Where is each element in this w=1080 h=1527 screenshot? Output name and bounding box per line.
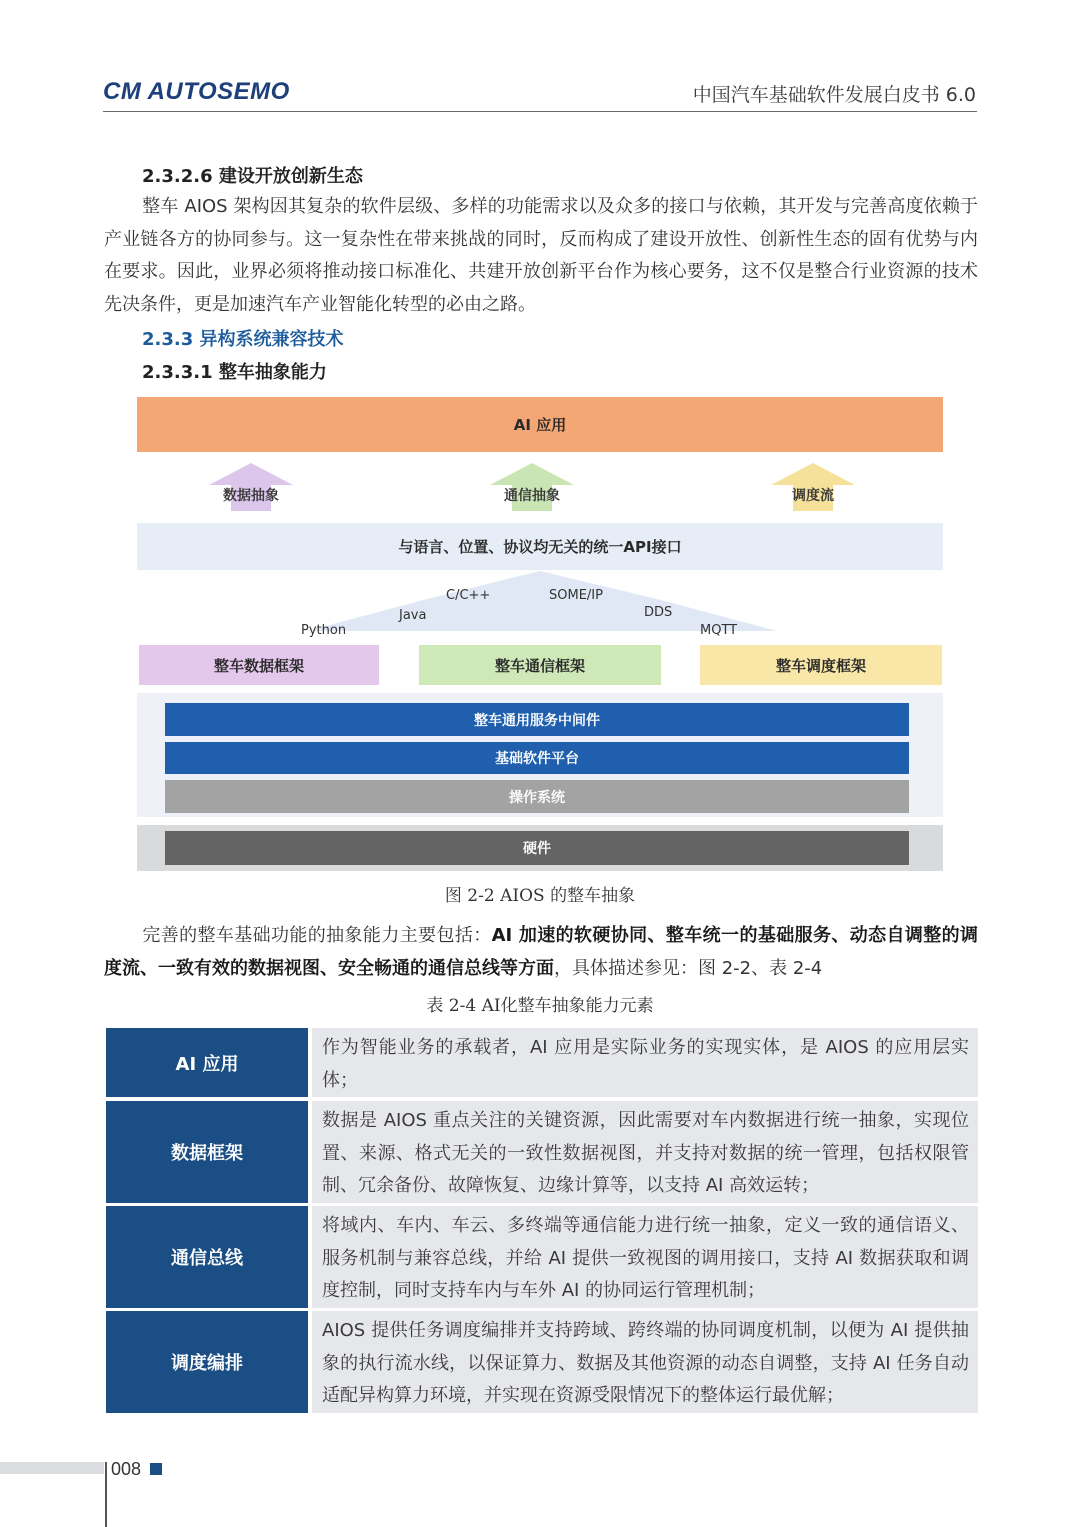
autosemo-logo: CM AUTOSEMO [103,78,290,105]
footer-band [0,1462,104,1474]
figure-lang-python: Python [301,623,347,638]
figure-ai-app-layer: AI 应用 [137,397,943,452]
figure-lang-dds: DDS [644,605,673,620]
table-row-key: 通信总线 [106,1206,308,1308]
section-heading-2-3-3-1: 2.3.3.1 整车抽象能力 [142,362,327,383]
figure-middleware-bar: 整车通用服务中间件 [165,703,909,736]
paragraph-lead: 完善的整车基础功能的抽象能力主要包括： [142,925,492,946]
section-heading-2-3-2-6: 2.3.2.6 建设开放创新生态 [142,166,363,187]
table-row-value: 将域内、车内、车云、多终端等通信能力进行统一抽象，定义一致的通信语义、服务机制与兼容总线，并给 AI 提供一致视图的调用接口，支持 AI 数据获取和调度控制，同时支持车内与车外 AI 的协同运行管理机制； [312,1206,978,1308]
figure-platform-bar: 基础软件平台 [165,742,909,774]
paragraph-bold: AI 加速的软硬协同、整车统一的基础服务、动态自调整的调度流、一致有效的数据视图、安全畅通的通信总线等方面 [104,925,978,979]
figure-lang-mqtt: MQTT [700,623,738,638]
figure-arrow-scheduling-flow [771,463,855,511]
table-row-key: AI 应用 [106,1028,308,1097]
figure-lang-someip: SOME/IP [549,588,603,603]
table-row-key: 数据框架 [106,1101,308,1203]
table-caption: 表 2-4 AI化整车抽象能力元素 [426,996,654,1016]
page-marker-square [150,1463,162,1475]
figure-lang-java: Java [399,608,427,623]
figure-arrow-label: 调度流 [792,488,834,504]
table-row [106,1101,978,1203]
table-row-value: AIOS 提供任务调度编排并支持跨域、跨终端的协同调度机制，以便为 AI 提供抽象的执行流水线，以保证算力、数据及其他资源的动态自调整，支持 AI 任务自动适配异构算力环境，并实现在资源受限情况下的整体运行最优解； [312,1311,978,1413]
figure-os-bar: 操作系统 [165,780,909,813]
table-row-value: 作为智能业务的承载者，AI 应用是实际业务的实现实体，是 AIOS 的应用层实体； [312,1028,978,1097]
language-funnel-arrow-icon [137,569,943,639]
table-row-value: 数据是 AIOS 重点关注的关键资源，因此需要对车内数据进行统一抽象，实现位置、来源、格式无关的一致性数据视图，并支持对数据的统一管理，包括权限管制、冗余备份、故障恢复、边缘计算等，以支持 AI 高效运转； [312,1101,978,1203]
table-row [106,1028,978,1097]
footer-divider [105,1462,107,1527]
section-body-2-3-2-6 [104,191,978,321]
figure-arrow-label: 数据抽象 [223,488,279,504]
section-body-text: 整车 AIOS 架构因其复杂的软件层级、多样的功能需求以及众多的接口与依赖，其开发与完善高度依赖于产业链各方的协同参与。这一复杂性在带来挑战的同时，反而构成了建设开放性、创新性生态的固有优势与内在要求。因此，业界必须将推动接口标准化、共建开放创新平台作为核心要务，这不仅是整合行业资源的技术先决条件，更是加速汽车产业智能化转型的必由之路。 [104,196,978,315]
table-row-key: 调度编排 [106,1311,308,1413]
table-row [106,1206,978,1308]
header-divider [103,111,977,112]
figure-arrow-comm-abstraction [490,463,574,511]
section-heading-2-3-3: 2.3.3 异构系统兼容技术 [142,329,344,350]
abstraction-capability-paragraph [104,920,978,985]
figure-comm-framework: 整车通信框架 [419,645,661,685]
document-title: 中国汽车基础软件发展白皮书 6.0 [692,84,976,106]
figure-data-framework: 整车数据框架 [139,645,379,685]
figure-caption: 图 2-2 AIOS 的整车抽象 [444,886,636,906]
figure-scheduling-framework: 整车调度框架 [700,645,942,685]
figure-lang-cpp: C/C++ [446,588,491,603]
figure-arrow-label: 通信抽象 [504,488,560,504]
figure-unified-api-layer: 与语言、位置、协议均无关的统一API接口 [137,523,943,570]
page-number: 008 [111,1459,142,1479]
table-row [106,1311,978,1413]
figure-arrow-data-abstraction [209,463,293,511]
figure-hardware-bar: 硬件 [165,831,909,865]
aios-abstraction-figure [137,397,943,871]
paragraph-tail: ，具体描述参见：图 2-2、表 2-4 [554,957,823,979]
